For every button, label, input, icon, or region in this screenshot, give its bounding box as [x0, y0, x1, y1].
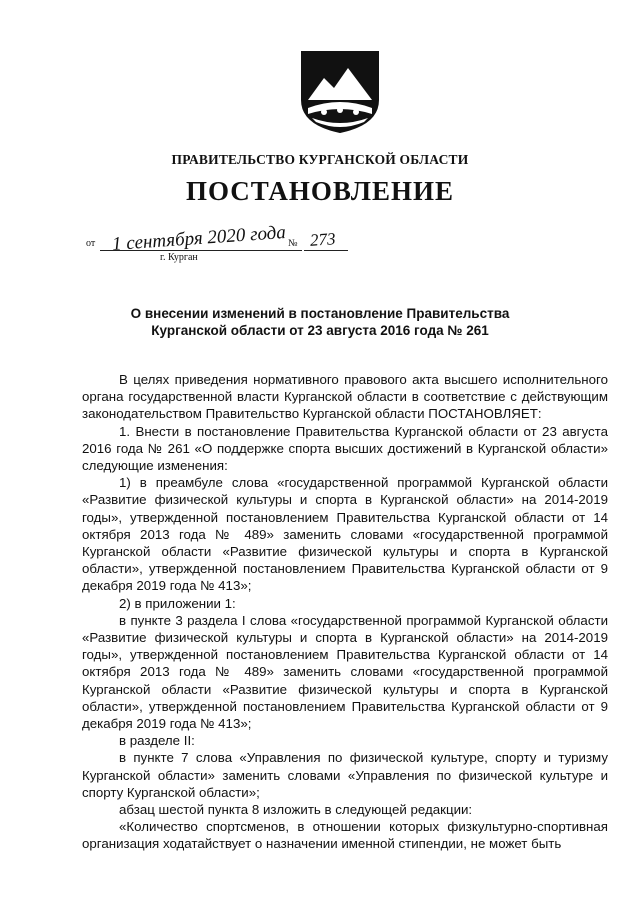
- coat-of-arms-icon: [298, 48, 382, 134]
- paragraph: в пункте 3 раздела I слова «государственной программой Курганской области «Развитие физической культуры и спорта в Курганской области» на 2014-2019 годы», утвержденной постановлением Правительства Курганской области от 14 октября 2013 года № 489» заменить словами «государственной программой Курганской области «Развитие физической культуры и спорта в Курганской области», утвержденной постановлением Правительства Курганской области от 9 декабря 2019 года № 413»;: [82, 612, 608, 732]
- number-label: №: [288, 238, 298, 249]
- paragraph: в пункте 7 слова «Управления по физической культуре, спорту и туризму Курганской области» заменить словами «Управления по физической культуре и спорту Курганской области»;: [82, 750, 608, 800]
- document-type: ПОСТАНОВЛЕНИЕ: [185, 176, 455, 206]
- handwritten-number: 273: [309, 229, 337, 250]
- handwritten-date: 1 сентября 2020 года: [111, 221, 287, 256]
- paragraph: «Количество спортсменов, в отношении которых физкультурно-спортивная организация ходатайствует о назначении именной стипендии, не может быть: [82, 819, 608, 852]
- from-label: от: [86, 238, 96, 249]
- paragraph: 1) в преамбуле слова «государственной программой Курганской области «Развитие физической культуры и спорта в Курганской области» на 2014-2019 годы», утвержденной постановлением Правительства Курганской области от 14 октября 2013 года № 489» заменить словами «государственной программой Курганской области «Развитие физической культуры и спорта в Курганской области», утвержденной постановлением Правительства Курганской области от 9 декабря 2019 года № 413»;: [82, 475, 608, 594]
- paragraph: В целях приведения нормативного правового акта высшего исполнительного органа государственной власти Курганской области в соответствие с действующим законодательством Правительство Курганской области ПОСТАНОВЛЯЕТ:: [82, 372, 608, 422]
- paragraph: абзац шестой пункта 8 изложить в следующей редакции:: [119, 802, 473, 818]
- paragraph: 2) в приложении 1:: [119, 595, 236, 611]
- paragraph: 1. Внести в постановление Правительства Курганской области от 23 августа 2016 года № 261 «О поддержке спорта высших достижений в Курганской области» следующие изменения:: [82, 423, 608, 474]
- city-label: г. Курган: [160, 252, 198, 263]
- title-line-2: Курганской области от 23 августа 2016 года № 261: [151, 323, 489, 338]
- government-name: ПРАВИТЕЛЬСТВО КУРГАНСКОЙ ОБЛАСТИ: [171, 152, 469, 167]
- document-title: [0, 305, 640, 339]
- document-body: [82, 371, 608, 853]
- date-line: [86, 221, 346, 270]
- title-line-1: О внесении изменений в постановление Правительства: [130, 306, 510, 321]
- paragraph: в разделе II:: [119, 733, 195, 749]
